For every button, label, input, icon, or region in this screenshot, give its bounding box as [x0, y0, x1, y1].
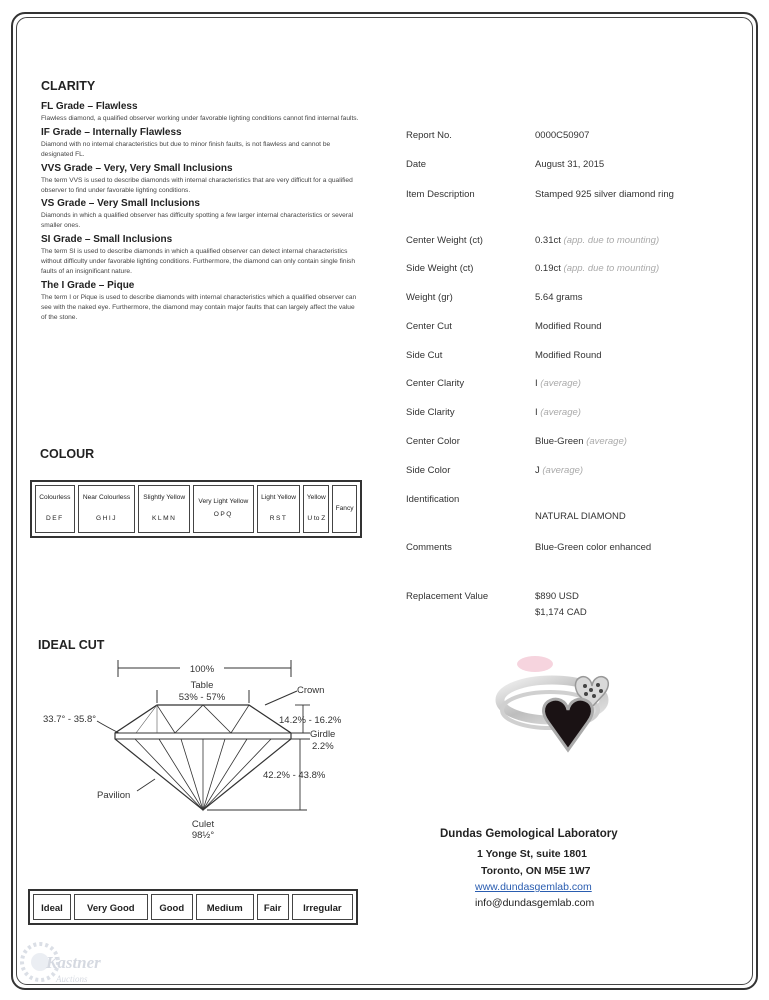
- watermark-text: Kastner: [46, 953, 101, 972]
- grade-desc: Diamonds in which a qualified observer has difficulty spotting a few larger internal characteristics or several smaller ones.: [41, 212, 354, 230]
- report-value: [535, 263, 659, 274]
- report-value: Blue-Green color enhanced: [535, 542, 652, 553]
- grade-desc: Diamond with no internal characteristics but due to minor finish faults, is not flawless and cannot be designated FL.: [41, 140, 331, 158]
- grade-desc: Flawless diamond, a qualified observer working under favorable lighting conditions cannot find internal faults.: [41, 115, 359, 122]
- pavilion-depth-label: 42.2% - 43.8%: [263, 770, 326, 781]
- kastner-watermark-logo: [12, 930, 112, 992]
- report-label: Side Clarity: [406, 407, 455, 418]
- report-value-main: I: [535, 407, 538, 418]
- crown-facets-minor: [136, 705, 157, 733]
- cut-grade-medium: Medium: [196, 894, 254, 920]
- colour-name: Light Yellow: [261, 494, 296, 502]
- width-label: 100%: [189, 664, 215, 675]
- cut-grade-fair: Fair: [257, 894, 289, 920]
- report-label: Center Cut: [406, 321, 452, 332]
- report-value-note: (average): [540, 407, 581, 418]
- colour-codes: KLMN: [152, 515, 177, 522]
- table-range-label: 53% - 57%: [178, 692, 226, 703]
- lab-website-link[interactable]: www.dundasgemlab.com: [475, 881, 592, 893]
- report-value-note: (average): [542, 465, 584, 476]
- report-value: 5.64 grams: [535, 292, 583, 303]
- grade-desc: The term SI is used to describe diamonds in which a qualified observer can detect internal characteristics without difficulty under favorable lighting conditions. Furthermore, the diamond can only contain single finish faults of an insignificant nature.: [41, 248, 355, 276]
- clarity-title: CLARITY: [41, 79, 96, 93]
- report-value-main: 0.19ct: [535, 263, 561, 274]
- report-value: $890 USD: [535, 591, 579, 602]
- report-value-main: J: [535, 465, 540, 476]
- colour-codes: OPQ: [213, 511, 233, 518]
- report-label: Side Cut: [406, 350, 443, 361]
- report-value: NATURAL DIAMOND: [535, 511, 626, 522]
- lab-email: info@dundasgemlab.com: [475, 897, 595, 909]
- colour-name: Very Light Yellow: [198, 498, 249, 506]
- crown-height-label: 14.2% - 16.2%: [279, 715, 342, 726]
- report-value-note: (app. due to mounting): [563, 235, 660, 246]
- lab-address-2: Toronto, ON M5E 1W7: [481, 865, 591, 877]
- cut-grade-very-good: Very Good: [74, 894, 148, 920]
- cut-grade-good: Good: [151, 894, 193, 920]
- culet-angle-label: 98½°: [191, 830, 215, 841]
- colour-name: Colourless: [39, 494, 71, 502]
- report-value-cad: $1,174 CAD: [535, 607, 587, 618]
- report-value: [535, 465, 583, 476]
- report-value: August 31, 2015: [535, 159, 605, 170]
- girdle-label: Girdle: [310, 729, 336, 740]
- colour-title: COLOUR: [40, 447, 95, 461]
- report-label: Identification: [406, 494, 460, 505]
- lab-address-1: 1 Yonge St, suite 1801: [477, 848, 587, 860]
- crown-angle-label: 33.7° - 35.8°: [43, 714, 97, 725]
- report-label: Side Color: [406, 465, 451, 476]
- cut-grade-ideal: Ideal: [33, 894, 71, 920]
- grade-title: VVS Grade – Very, Very Small Inclusions: [41, 162, 233, 174]
- report-value-note: (app. due to mounting): [563, 263, 660, 274]
- report-label: Comments: [406, 542, 452, 553]
- report-value-main: Blue-Green: [535, 436, 584, 447]
- report-value: Modified Round: [535, 321, 602, 332]
- report-value-main: I: [535, 378, 538, 389]
- report-value: [535, 235, 659, 246]
- grade-title: SI Grade – Small Inclusions: [41, 234, 173, 246]
- culet-label: Culet: [191, 819, 215, 830]
- ideal-cut-title: IDEAL CUT: [38, 638, 105, 652]
- grade-title: The I Grade – Pique: [41, 279, 135, 291]
- cut-grade-table: [28, 889, 358, 925]
- colour-codes: U to Z: [307, 515, 326, 522]
- report-label: Center Clarity: [406, 378, 465, 389]
- report-value-note: (average): [586, 436, 627, 447]
- cut-grade-irregular: Irregular: [292, 894, 353, 920]
- ring-photo: [490, 652, 640, 767]
- colour-name: Near Colourless: [82, 494, 131, 502]
- report-value-note: (average): [540, 378, 581, 389]
- watermark-subtext: Auctions: [56, 974, 88, 984]
- report-value: 0000C50907: [535, 130, 590, 141]
- grade-title: VS Grade – Very Small Inclusions: [41, 198, 200, 210]
- grade-title: FL Grade – Flawless: [41, 101, 138, 112]
- report-value: Stamped 925 silver diamond ring: [535, 189, 674, 200]
- colour-codes: DEF: [45, 515, 64, 522]
- table-label: Table: [190, 680, 214, 691]
- colour-codes: GHIJ: [95, 515, 118, 522]
- lab-name: Dundas Gemological Laboratory: [440, 828, 618, 840]
- crown-angle-arc: [97, 721, 119, 733]
- grade-desc: The term I or Pique is used to describe diamonds with internal characteristics which a qualified observer can see with the naked eye. Furthermore, the diamond may contain major faults that can largely affect the value of the stone.: [41, 293, 357, 321]
- report-value: [535, 436, 627, 447]
- report-label: Date: [406, 159, 427, 170]
- grade-desc: The term VVS is used to describe diamonds with internal characteristics that are very difficult for a qualified observer to find under favorable lighting conditions.: [41, 176, 353, 194]
- colour-codes: RST: [269, 515, 288, 522]
- report-label: Weight (gr): [406, 292, 453, 303]
- grade-title: IF Grade – Internally Flawless: [41, 126, 182, 138]
- girdle-pct-label: 2.2%: [312, 741, 334, 752]
- crown-label: Crown: [297, 685, 325, 696]
- colour-name: Fancy: [335, 504, 354, 512]
- report-value: [535, 407, 581, 418]
- colour-name: Yellow: [306, 494, 326, 502]
- report-value: Modified Round: [535, 350, 602, 361]
- large-heart: [544, 699, 593, 750]
- report-label: Side Weight (ct): [406, 263, 474, 274]
- report-label: Item Description: [406, 189, 475, 200]
- crown-facets: [115, 705, 291, 733]
- report-label: Center Weight (ct): [406, 235, 483, 246]
- report-label: Replacement Value: [406, 591, 489, 602]
- report-value: [535, 378, 581, 389]
- pink-reflection: [517, 656, 553, 672]
- report-value-main: 0.31ct: [535, 235, 561, 246]
- pavilion-pointer: [137, 779, 155, 791]
- pavilion-label: Pavilion: [97, 790, 131, 801]
- report-label: Report No.: [406, 130, 452, 141]
- report-label: Center Color: [406, 436, 460, 447]
- colour-name: Slightly Yellow: [143, 494, 186, 502]
